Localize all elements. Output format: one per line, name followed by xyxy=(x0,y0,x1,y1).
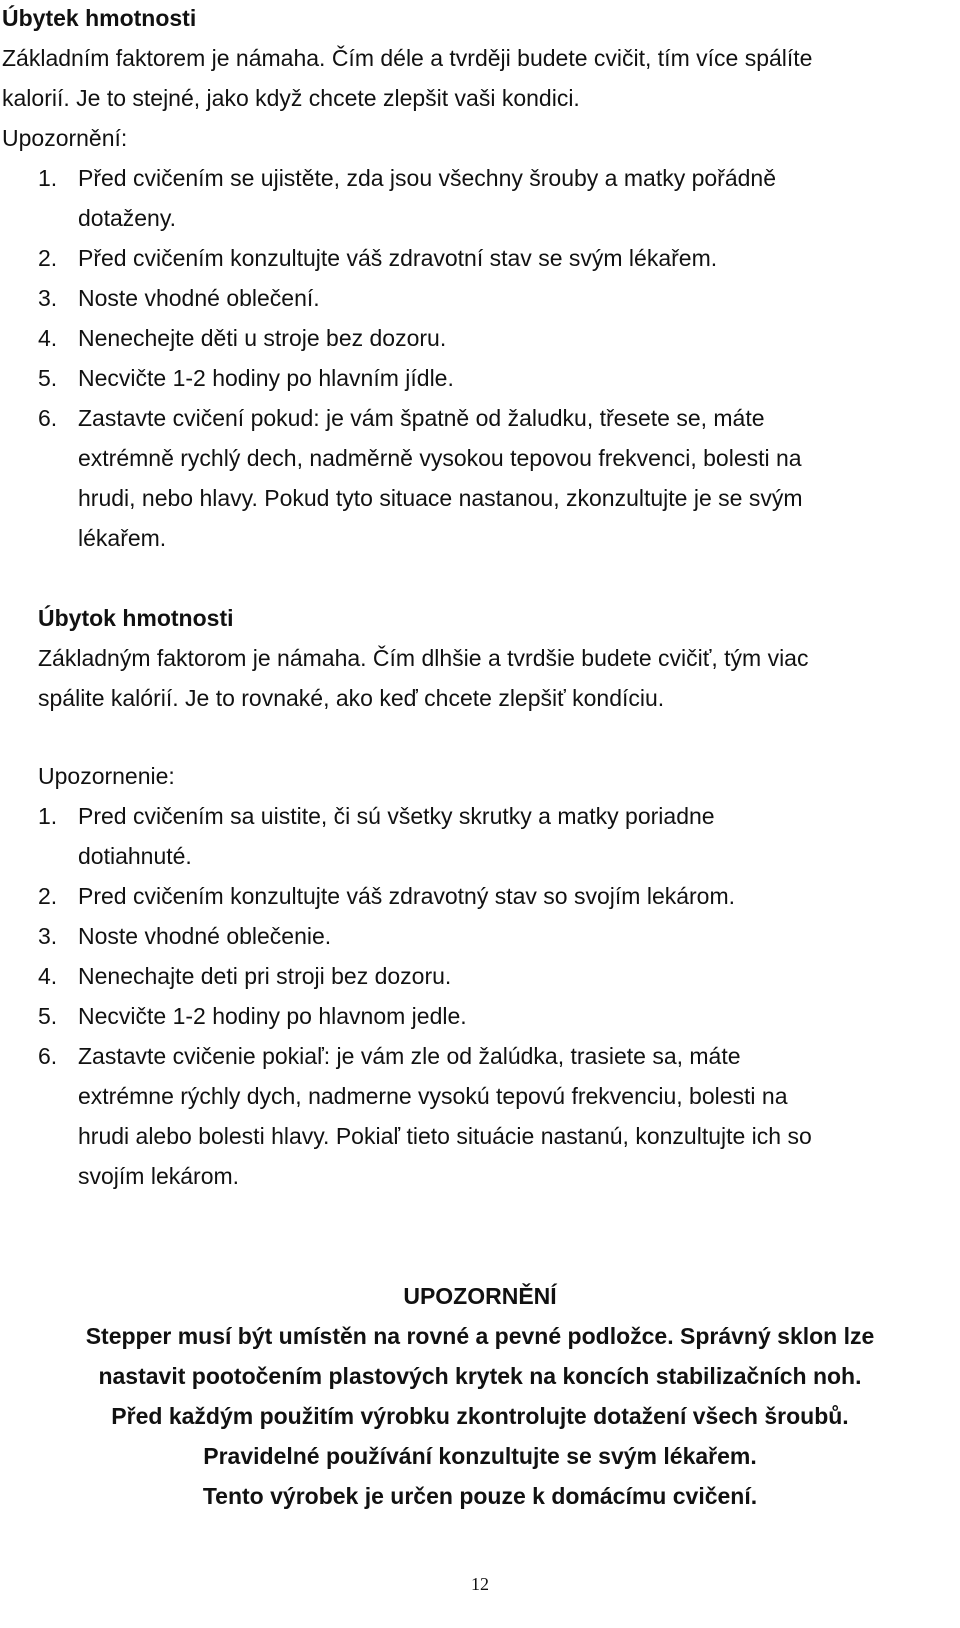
cz-intro-line-2: kalorií. Je to stejné, jako když chcete zlepšit vaši kondici. xyxy=(2,85,580,111)
sk-item-6-line-4: svojím lekárom. xyxy=(78,1163,240,1189)
cz-item-3-line-1: Noste vhodné oblečení. xyxy=(78,285,320,311)
sk-item-5-line-1: Necvičte 1-2 hodiny po hlavnom jedle. xyxy=(78,1003,467,1029)
cz-item-4-number: 4. xyxy=(38,325,58,351)
cz-item-6-line-1: Zastavte cvičení pokud: je vám špatně od žaludku, třesete se, máte xyxy=(78,405,765,431)
sk-item-3-number: 3. xyxy=(38,923,58,949)
cz-item-6-line-2: extrémně rychlý dech, nadměrně vysokou tepovou frekvenci, bolesti na xyxy=(78,445,802,471)
notice-line-4: Pravidelné používání konzultujte se svým lékařem. xyxy=(203,1443,757,1469)
sk-intro-line-1: Základným faktorom je námaha. Čím dlhšie a tvrdšie budete cvičiť, tým viac xyxy=(38,645,809,671)
notice-title: UPOZORNĚNÍ xyxy=(403,1283,557,1309)
sk-item-6-line-1: Zastavte cvičenie pokiaľ: je vám zle od žalúdka, trasiete sa, máte xyxy=(78,1043,741,1069)
cz-item-1-number: 1. xyxy=(38,165,58,191)
cz-item-3-number: 3. xyxy=(38,285,58,311)
sk-item-4-line-1: Nenechajte deti pri stroji bez dozoru. xyxy=(78,963,452,989)
cz-heading: Úbytek hmotnosti xyxy=(2,5,197,31)
sk-warning-label: Upozornenie: xyxy=(38,763,175,789)
cz-item-6-line-4: lékařem. xyxy=(78,525,167,551)
sk-item-1-number: 1. xyxy=(38,803,58,829)
sk-intro-line-2: spálite kalórií. Je to rovnaké, ako keď chcete zlepšiť kondíciu. xyxy=(38,685,665,711)
cz-item-5-line-1: Necvičte 1-2 hodiny po hlavním jídle. xyxy=(78,365,454,391)
sk-item-1-line-1: Pred cvičením sa uistite, či sú všetky skrutky a matky poriadne xyxy=(78,803,715,829)
cz-item-2-number: 2. xyxy=(38,245,58,271)
cz-warning-label: Upozornění: xyxy=(2,125,128,151)
cz-item-1-line-2: dotaženy. xyxy=(78,205,177,231)
cz-item-5-number: 5. xyxy=(38,365,58,391)
sk-item-3-line-1: Noste vhodné oblečenie. xyxy=(78,923,332,949)
cz-intro-line-1: Základním faktorem je námaha. Čím déle a tvrději budete cvičit, tím více spálíte xyxy=(2,45,813,71)
sk-item-2-number: 2. xyxy=(38,883,58,909)
cz-item-4-line-1: Nenechejte děti u stroje bez dozoru. xyxy=(78,325,447,351)
sk-item-6-line-2: extrémne rýchly dych, nadmerne vysokú tepovú frekvenciu, bolesti na xyxy=(78,1083,788,1109)
sk-item-1-line-2: dotiahnuté. xyxy=(78,843,192,869)
notice-line-2: nastavit pootočením plastových krytek na koncích stabilizačních noh. xyxy=(98,1363,862,1389)
sk-item-2-line-1: Pred cvičením konzultujte váš zdravotný stav so svojím lekárom. xyxy=(78,883,736,909)
sk-item-6-line-3: hrudi alebo bolesti hlavy. Pokiaľ tieto situácie nastanú, konzultujte ich so xyxy=(78,1123,812,1149)
sk-item-6-number: 6. xyxy=(38,1043,58,1069)
cz-item-2-line-1: Před cvičením konzultujte váš zdravotní stav se svým lékařem. xyxy=(78,245,718,271)
cz-item-1-line-1: Před cvičením se ujistěte, zda jsou všechny šrouby a matky pořádně xyxy=(78,165,777,191)
cz-item-6-number: 6. xyxy=(38,405,58,431)
notice-line-1: Stepper musí být umístěn na rovné a pevné podložce. Správný sklon lze xyxy=(85,1323,875,1349)
sk-heading: Úbytok hmotnosti xyxy=(38,605,234,631)
sk-item-5-number: 5. xyxy=(38,1003,58,1029)
notice-line-5: Tento výrobek je určen pouze k domácímu cvičení. xyxy=(202,1483,758,1509)
sk-item-4-number: 4. xyxy=(38,963,58,989)
page-number: 12 xyxy=(471,1574,489,1594)
cz-item-6-line-3: hrudi, nebo hlavy. Pokud tyto situace nastanou, zkonzultujte je se svým xyxy=(78,485,803,511)
notice-line-3: Před každým použitím výrobku zkontrolujte dotažení všech šroubů. xyxy=(111,1403,849,1429)
